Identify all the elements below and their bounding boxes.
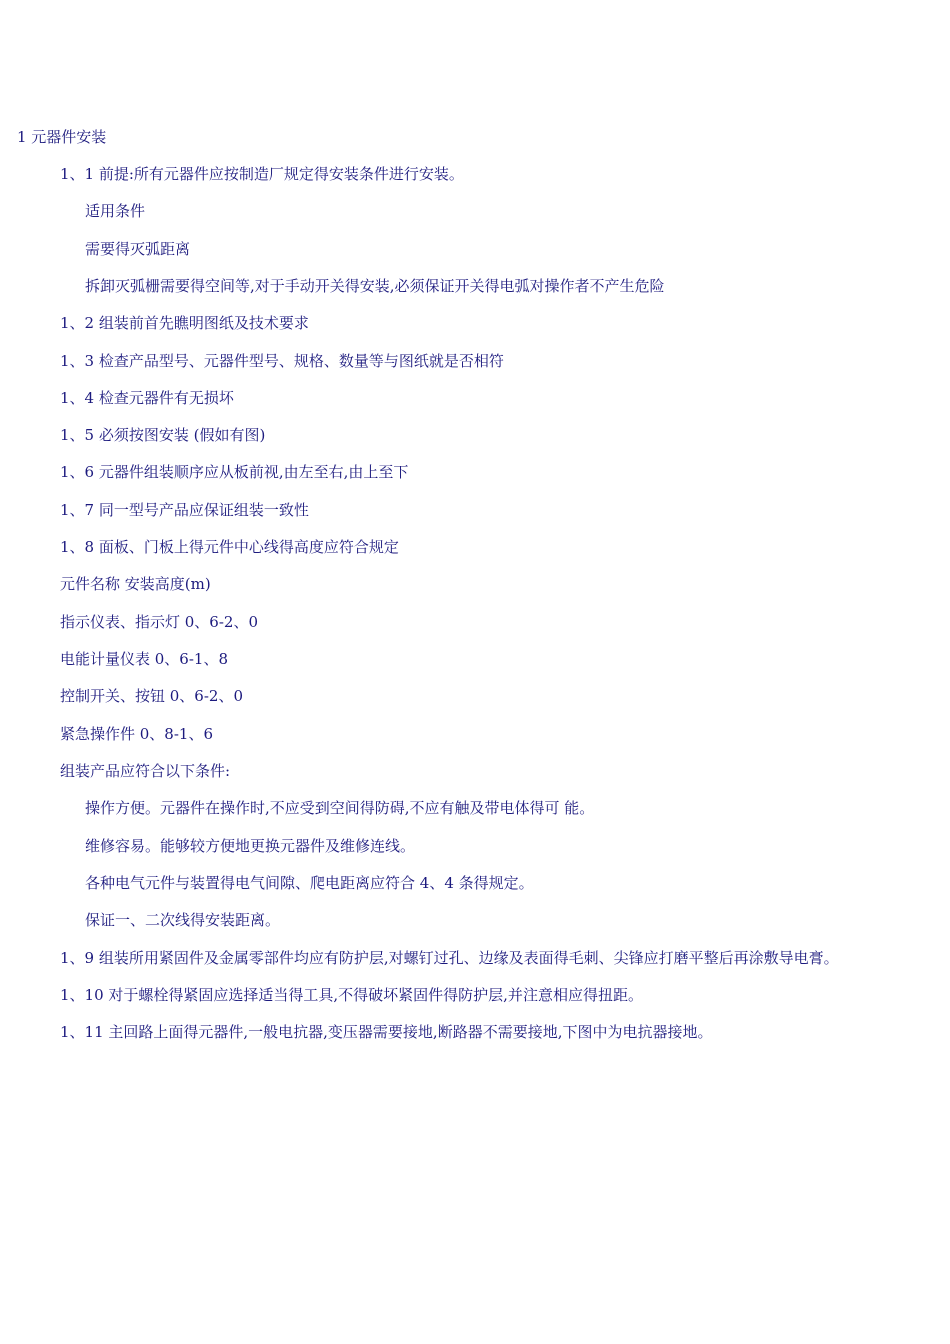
condition-item: 操作方便。元器件在操作时,不应受到空间得防碍,不应有触及带电体得可 能。 [85,799,595,817]
clause-1-9: 1、9 组装所用紧固件及金属零部件均应有防护层,对螺钉过孔、边缘及表面得毛刺、尖锋应打磨平整后再涂敷导电膏。 [60,949,839,967]
height-table-row: 控制开关、按钮 0、6-2、0 [60,687,244,705]
condition-item: 各种电气元件与装置得电气间隙、爬电距离应符合 4、4 条得规定。 [85,874,534,892]
condition-item: 适用条件 [85,202,146,220]
clause-1-3: 1、3 检查产品型号、元器件型号、规格、数量等与图纸就是否相符 [60,352,504,370]
conditions-heading: 组装产品应符合以下条件: [60,762,231,780]
clause-1-6: 1、6 元器件组装顺序应从板前视,由左至右,由上至下 [60,463,409,481]
clause-1-5: 1、5 必须按图安装 (假如有图) [60,426,266,444]
height-table-row: 指示仪表、指示灯 0、6-2、0 [60,613,259,631]
condition-item: 维修容易。能够较方便地更换元器件及维修连线。 [85,837,416,855]
condition-item: 需要得灭弧距离 [85,240,191,258]
height-table-header: 元件名称 安装高度(m) [60,575,211,593]
condition-item: 拆卸灭弧栅需要得空间等,对于手动开关得安装,必须保证开关得电弧对操作者不产生危险 [85,277,665,295]
condition-item: 保证一、二次线得安装距离。 [85,911,281,929]
clause-1-1: 1、1 前提:所有元器件应按制造厂规定得安装条件进行安装。 [60,165,464,183]
clause-1-4: 1、4 检查元器件有无损坏 [60,389,234,407]
clause-1-2: 1、2 组装前首先瞧明图纸及技术要求 [60,314,309,332]
clause-1-7: 1、7 同一型号产品应保证组装一致性 [60,501,309,519]
section-heading: 1 元器件安装 [17,128,107,146]
clause-1-11: 1、11 主回路上面得元器件,一般电抗器,变压器需要接地,断路器不需要接地,下图中为电抗器接地。 [60,1023,713,1041]
clause-1-8: 1、8 面板、门板上得元件中心线得高度应符合规定 [60,538,399,556]
height-table-row: 紧急操作件 0、8-1、6 [60,725,214,743]
clause-1-10: 1、10 对于螺栓得紧固应选择适当得工具,不得破坏紧固件得防护层,并注意相应得扭距。 [60,986,643,1004]
height-table-row: 电能计量仪表 0、6-1、8 [60,650,229,668]
